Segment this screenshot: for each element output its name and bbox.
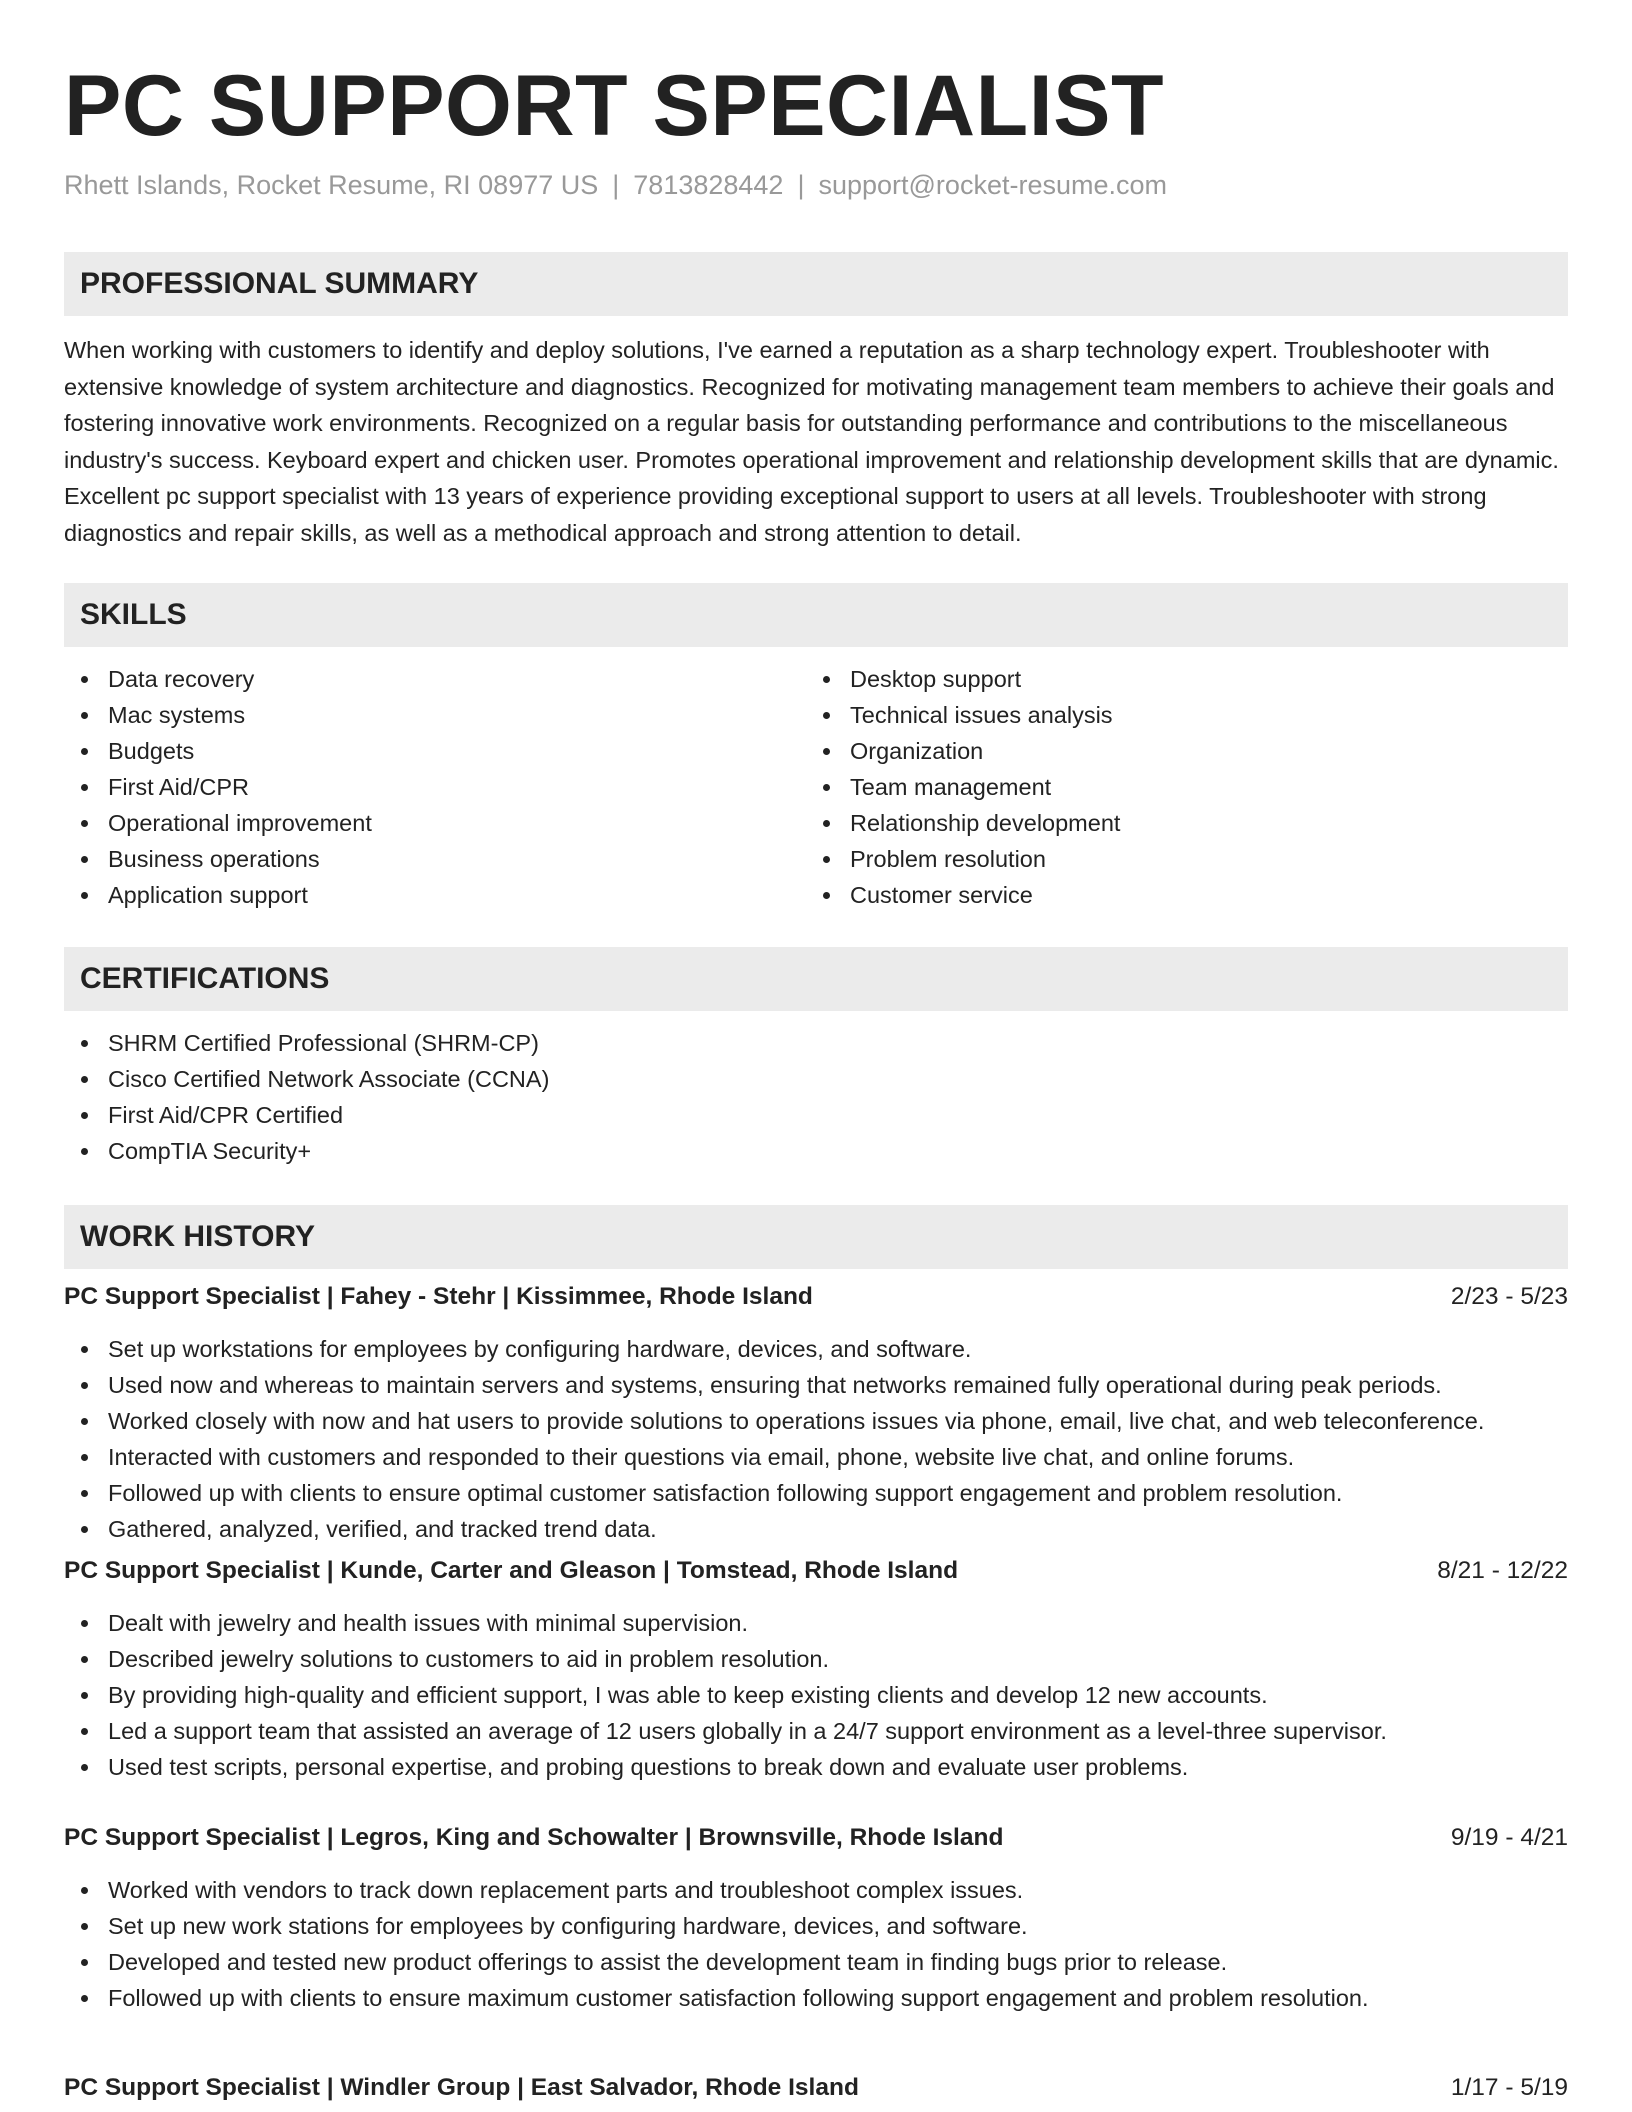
job-title: PC Support Specialist | Kunde, Carter and Gleason | Tomstead, Rhode Island xyxy=(64,1557,959,1584)
list-item: Worked closely with now and hat users to provide solutions to operations issues via phone, email, live chat, and web teleconference. xyxy=(108,1403,1568,1439)
list-item: Team management xyxy=(850,769,1548,805)
job-title-row xyxy=(64,2070,1568,2106)
list-item: Cisco Certified Network Associate (CCNA) xyxy=(108,1061,1568,1097)
certifications-section xyxy=(64,947,1568,1169)
list-item: By providing high-quality and efficient support, I was able to keep existing clients and develop 12 new accounts. xyxy=(108,1677,1568,1713)
list-item: Mac systems xyxy=(108,697,806,733)
work-history-heading: WORK HISTORY xyxy=(64,1205,1568,1269)
list-item: SHRM Certified Professional (SHRM-CP) xyxy=(108,1025,1568,1061)
job-entry xyxy=(64,1553,1568,1785)
certifications-list xyxy=(64,1025,1568,1169)
contact-phone: 7813828442 xyxy=(633,170,784,200)
contact-line xyxy=(64,168,1568,202)
list-item: Operational improvement xyxy=(108,805,806,841)
list-item: Problem resolution xyxy=(850,841,1548,877)
job-bullets xyxy=(64,1872,1568,2016)
list-item: Gathered, analyzed, verified, and tracked trend data. xyxy=(108,1511,1568,1547)
list-item: Application support xyxy=(108,877,806,913)
resume-name: PC SUPPORT SPECIALIST xyxy=(64,58,1164,154)
list-item: Set up new work stations for employees by configuring hardware, devices, and software. xyxy=(108,1908,1568,1944)
list-item: Set up workstations for employees by configuring hardware, devices, and software. xyxy=(108,1331,1568,1367)
job-entry xyxy=(64,1279,1568,1547)
list-item: Budgets xyxy=(108,733,806,769)
summary-section xyxy=(64,252,1568,551)
list-item: Worked with vendors to track down replacement parts and troubleshoot complex issues. xyxy=(108,1872,1568,1908)
certifications-heading: CERTIFICATIONS xyxy=(64,947,1568,1011)
list-item: Customer service xyxy=(850,877,1548,913)
job-entry xyxy=(64,2070,1568,2106)
list-item: Desktop support xyxy=(850,661,1548,697)
job-dates: 8/21 - 12/22 xyxy=(1437,1557,1568,1584)
list-item: Developed and tested new product offerings to assist the development team in finding bugs prior to release. xyxy=(108,1944,1568,1980)
job-title-row xyxy=(64,1820,1568,1856)
list-item: Organization xyxy=(850,733,1548,769)
list-item: Followed up with clients to ensure maximum customer satisfaction following support engagement and problem resolution. xyxy=(108,1980,1568,2016)
skills-right-column xyxy=(806,661,1548,913)
job-title: PC Support Specialist | Legros, King and Schowalter | Brownsville, Rhode Island xyxy=(64,1824,1004,1851)
job-dates: 9/19 - 4/21 xyxy=(1450,1824,1568,1851)
list-item: Interacted with customers and responded to their questions via email, phone, website live chat, and online forums. xyxy=(108,1439,1568,1475)
work-history-section xyxy=(64,1205,1568,2101)
job-bullets xyxy=(64,1605,1568,1785)
job-title-row xyxy=(64,1279,1568,1315)
list-item: CompTIA Security+ xyxy=(108,1133,1568,1169)
list-item: Technical issues analysis xyxy=(850,697,1548,733)
list-item: Relationship development xyxy=(850,805,1548,841)
list-item: Described jewelry solutions to customers to aid in problem resolution. xyxy=(108,1641,1568,1677)
skills-heading: SKILLS xyxy=(64,583,1568,647)
list-item: First Aid/CPR Certified xyxy=(108,1097,1568,1133)
contact-email: support@rocket-resume.com xyxy=(818,170,1167,200)
list-item: Followed up with clients to ensure optimal customer satisfaction following support engagement and problem resolution. xyxy=(108,1475,1568,1511)
list-item: Data recovery xyxy=(108,661,806,697)
contact-separator: | xyxy=(797,170,805,200)
list-item: First Aid/CPR xyxy=(108,769,806,805)
summary-text: When working with customers to identify and deploy solutions, I've earned a reputation as a sharp technology expert. Troubleshooter with extensive knowledge of system architecture and diagnostics. Recognized for motivating management team members to achieve their goals and fostering innovative work environments. Recognized on a regular basis for outstanding performance and contributions to the miscellaneous industry's success. Keyboard expert and chicken user. Promotes operational improvement and relationship development skills that are dynamic. Excellent pc support specialist with 13 years of experience providing exceptional support to users at all levels. Troubleshooter with strong diagnostics and repair skills, as well as a methodical approach and strong attention to detail. xyxy=(64,337,1559,546)
list-item: Dealt with jewelry and health issues with minimal supervision. xyxy=(108,1605,1568,1641)
contact-separator: | xyxy=(612,170,620,200)
contact-address: Rhett Islands, Rocket Resume, RI 08977 US xyxy=(64,170,599,200)
job-title: PC Support Specialist | Fahey - Stehr | Kissimmee, Rhode Island xyxy=(64,1283,813,1310)
list-item: Business operations xyxy=(108,841,806,877)
job-title-row xyxy=(64,1553,1568,1589)
job-dates: 2/23 - 5/23 xyxy=(1450,1283,1568,1310)
skills-section xyxy=(64,583,1568,913)
list-item: Led a support team that assisted an average of 12 users globally in a 24/7 support environment as a level-three supervisor. xyxy=(108,1713,1568,1749)
job-bullets xyxy=(64,1331,1568,1547)
list-item: Used test scripts, personal expertise, and probing questions to break down and evaluate user problems. xyxy=(108,1749,1568,1785)
list-item: Used now and whereas to maintain servers and systems, ensuring that networks remained fully operational during peak periods. xyxy=(108,1367,1568,1403)
summary-heading: PROFESSIONAL SUMMARY xyxy=(64,252,1568,316)
job-dates: 1/17 - 5/19 xyxy=(1450,2074,1568,2101)
resume-page xyxy=(64,0,1568,2101)
job-entry xyxy=(64,1820,1568,2016)
job-title: PC Support Specialist | Windler Group | East Salvador, Rhode Island xyxy=(64,2074,859,2101)
skills-grid xyxy=(64,661,1568,913)
skills-left-column xyxy=(64,661,806,913)
